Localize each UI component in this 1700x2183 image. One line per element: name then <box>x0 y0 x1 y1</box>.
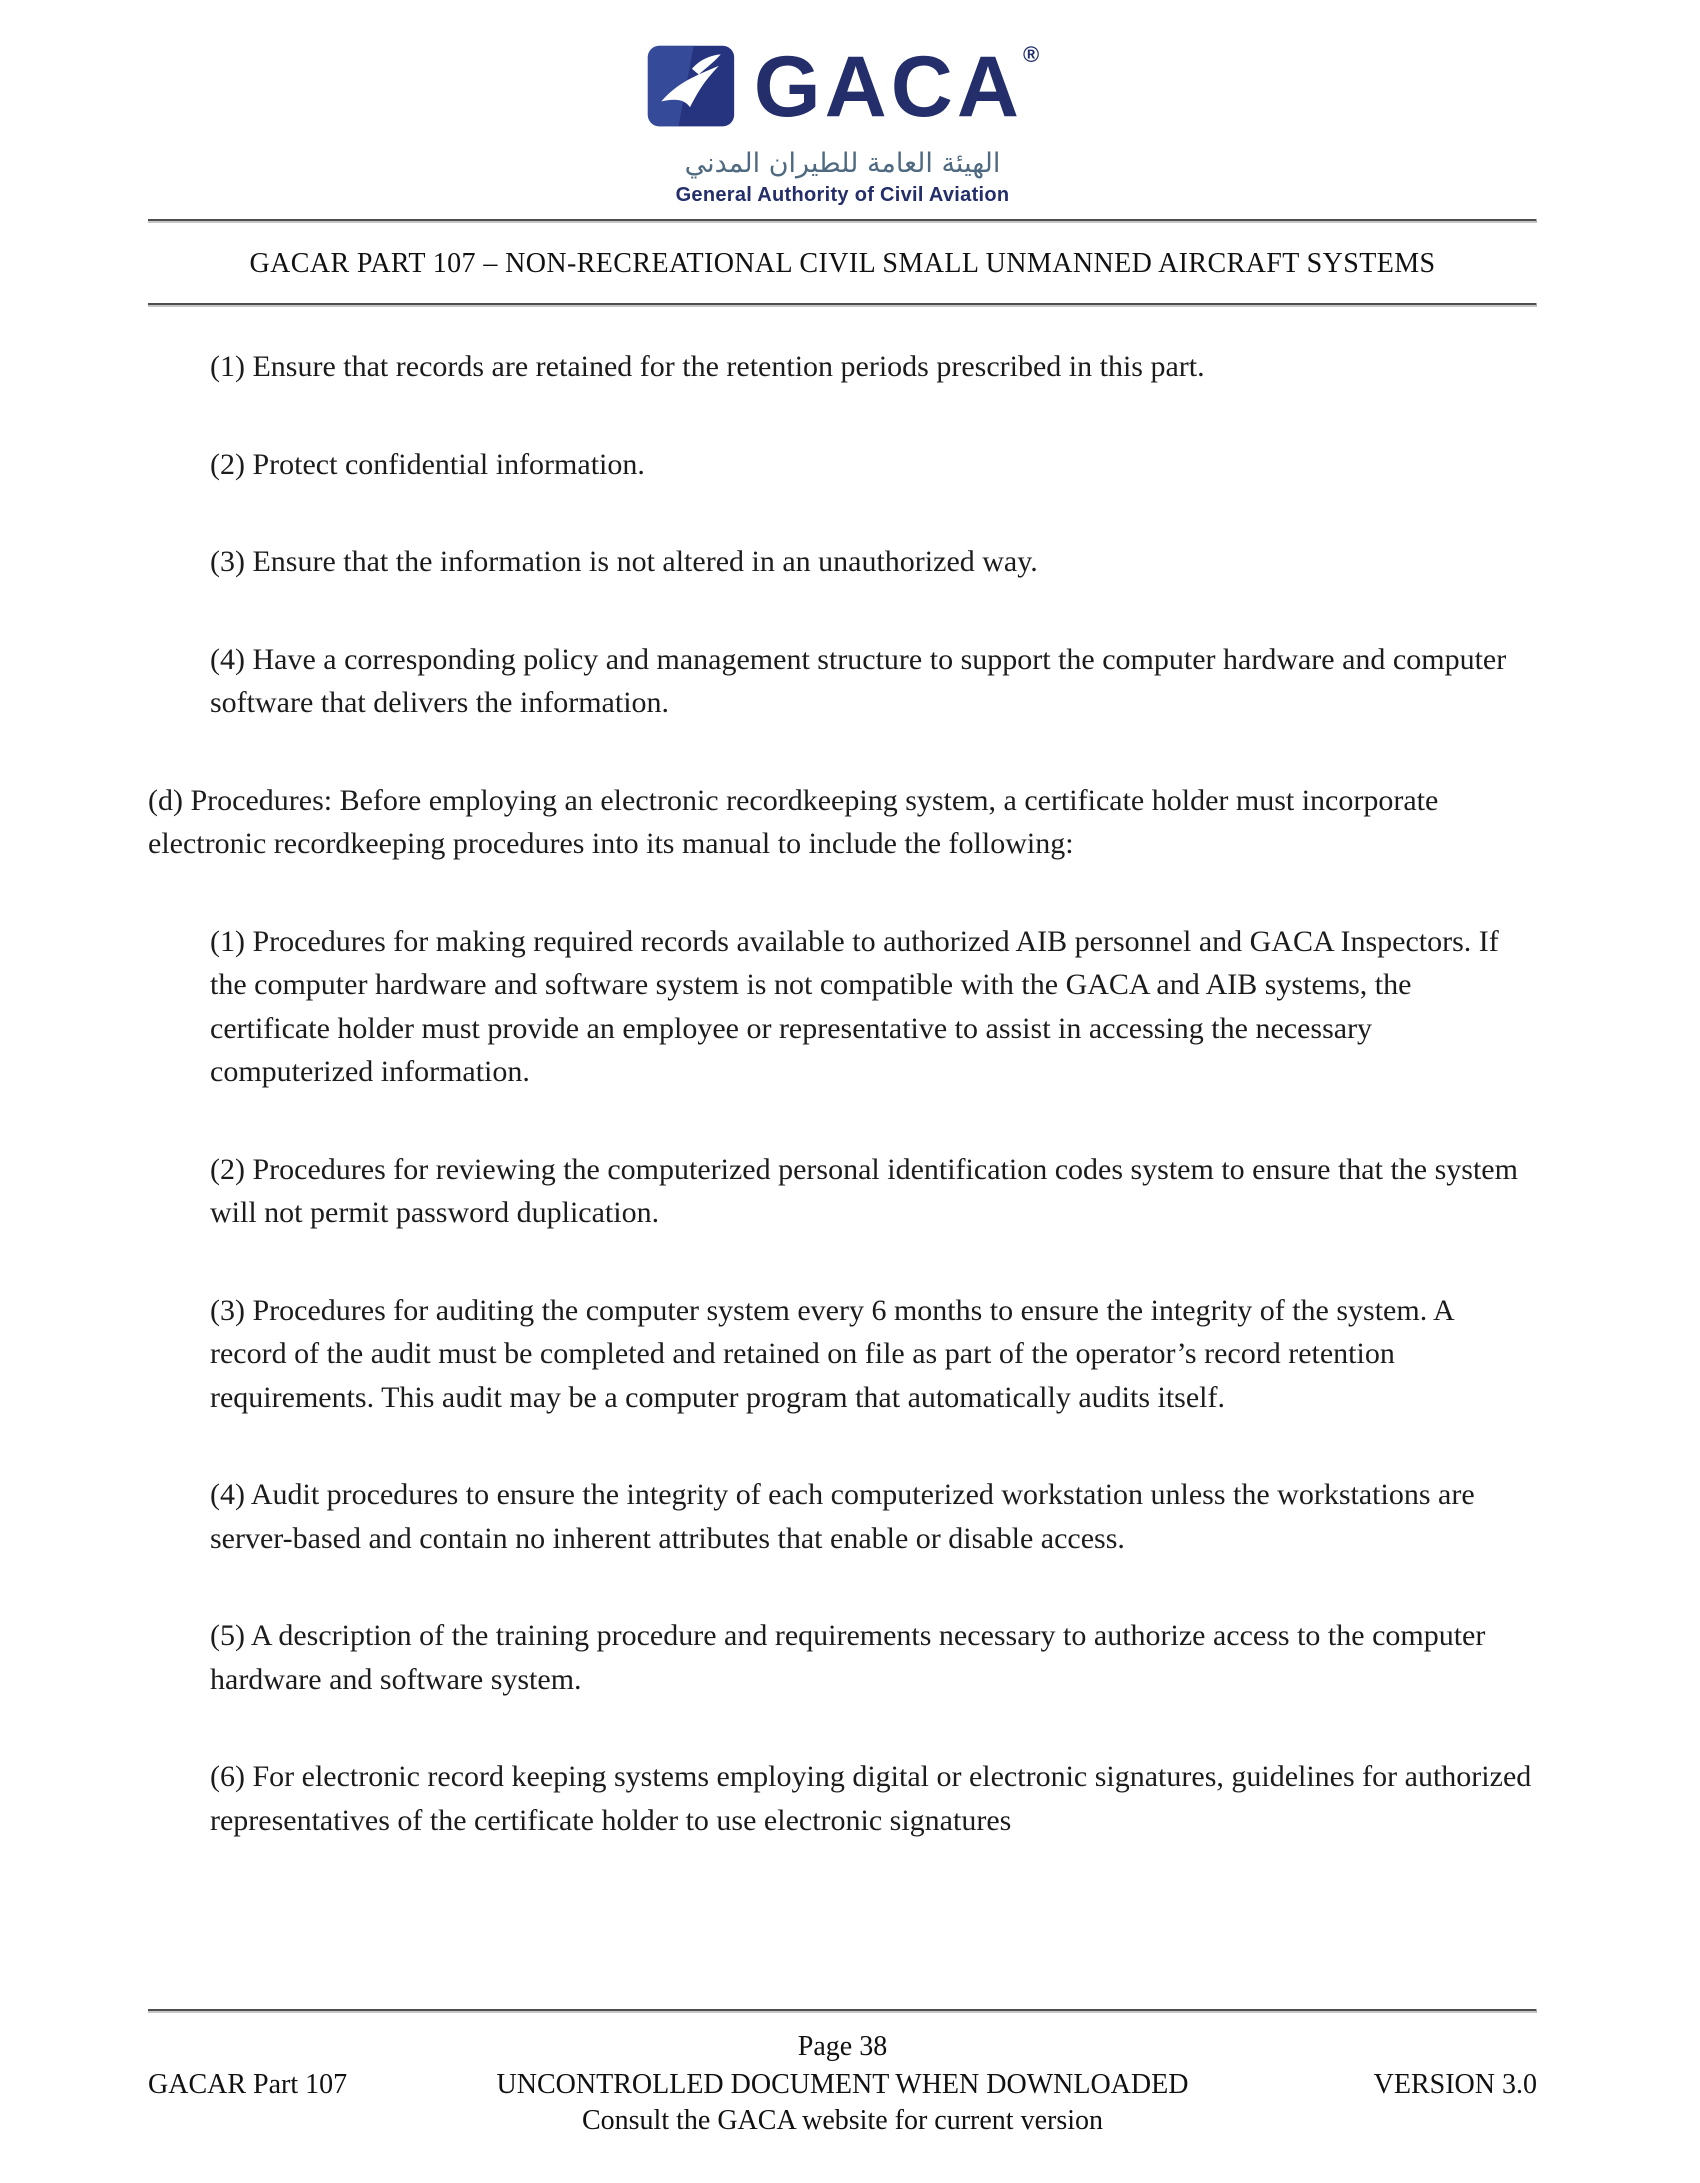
footer-version: VERSION 3.0 <box>1373 2069 1537 2100</box>
english-name: General Authority of Civil Aviation <box>675 184 1010 207</box>
arabic-name: الهيئة العامة للطيران المدني <box>684 148 1001 179</box>
footer-note: Consult the GACA website for current version <box>581 2105 1104 2136</box>
body-paragraph: (2) Procedures for reviewing the computerized personal identification codes system to ensure that the system will not permit password duplication. <box>210 1152 1518 1230</box>
body-paragraph: (d) Procedures: Before employing an electronic recordkeeping system, a certificate holder must incorporate electronic recordkeeping procedures into its manual to include the following: <box>148 783 1439 861</box>
body-paragraph: (3) Ensure that the information is not altered in an unauthorized way. <box>210 545 1038 579</box>
body-paragraph: (3) Procedures for auditing the computer system every 6 months to ensure the integrity of the system. A record of the audit must be completed and retained on file as part of the operator’s record retention requirements. This audit may be a computer program that automatically audits itself. <box>210 1293 1454 1414</box>
footer-divider <box>148 2009 1537 2013</box>
document-title: GACAR PART 107 – NON-RECREATIONAL CIVIL SMALL UNMANNED AIRCRAFT SYSTEMS <box>249 248 1436 280</box>
body-paragraph: (4) Audit procedures to ensure the integrity of each computerized workstation unless the workstations are server-based and contain no inherent attributes that enable or disable access. <box>210 1478 1475 1555</box>
body-paragraph: (1) Ensure that records are retained for the retention periods prescribed in this part. <box>210 350 1205 384</box>
page-number: Page 38 <box>797 2031 888 2062</box>
logo-block <box>148 40 1537 205</box>
body-paragraph: (4) Have a corresponding policy and management structure to support the computer hardware and computer software that delivers the information. <box>210 642 1507 720</box>
brand-wordmark: GACA® <box>753 39 1044 136</box>
body-paragraph: (1) Procedures for making required records available to authorized AIB personnel and GACA Inspectors. If the computer hardware and software system is not compatible with the GACA and AIB systems, the certificate holder must provide an employee or representative to assist in accessing the necessary computerized information. <box>210 924 1499 1089</box>
footer-doc-name: GACAR Part 107 <box>148 2069 348 2100</box>
body-paragraph: (2) Protect confidential information. <box>210 447 645 481</box>
registered-mark: ® <box>1023 42 1044 68</box>
footer-uncontrolled-notice: UNCONTROLLED DOCUMENT WHEN DOWNLOADED <box>496 2069 1189 2100</box>
document-body <box>148 345 1537 1842</box>
gaca-emblem-icon <box>642 40 738 136</box>
body-paragraph: (5) A description of the training procedure and requirements necessary to authorize access to the computer hardware and software system. <box>210 1619 1486 1696</box>
body-paragraph: (6) For electronic record keeping systems employing digital or electronic signatures, guidelines for authorized representatives of the certificate holder to use electronic signatures <box>210 1760 1532 1837</box>
page-footer <box>148 2009 1537 2137</box>
header-divider-bottom <box>148 303 1537 307</box>
